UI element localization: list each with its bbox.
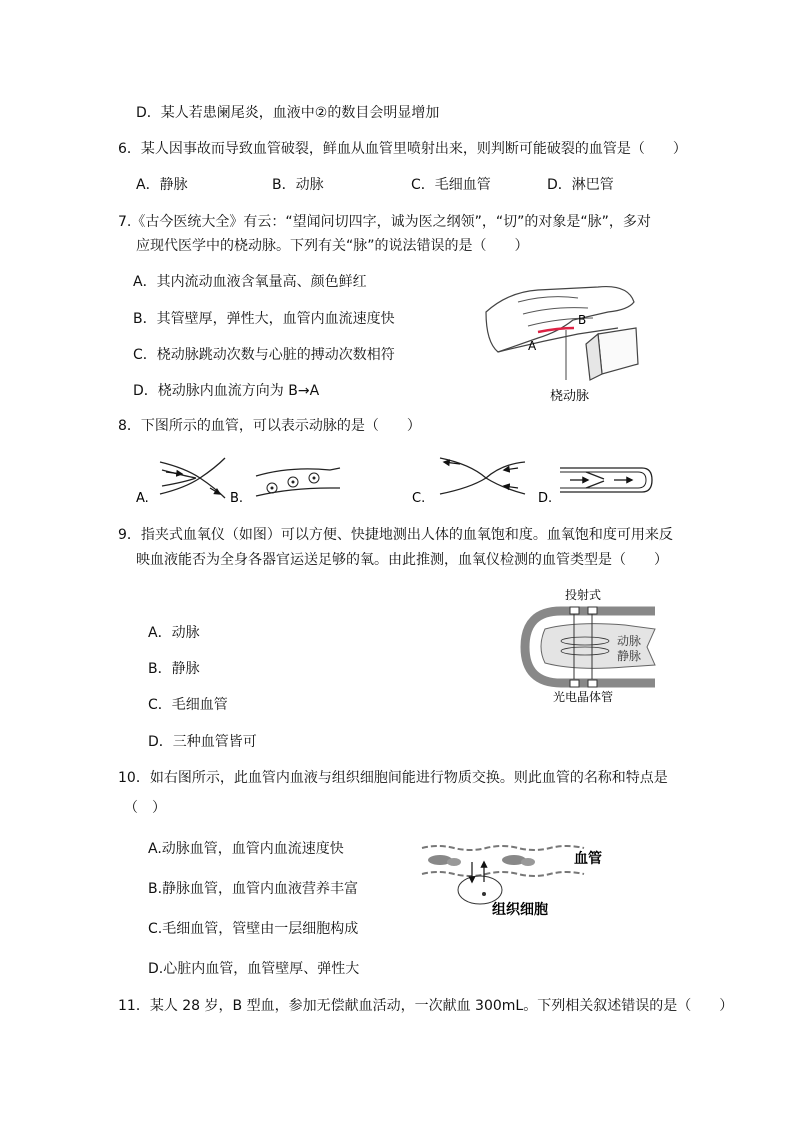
q10-option-d: D.心脏内血管，血管壁厚、弹性大 <box>148 961 360 977</box>
q8-label-c: C. <box>412 491 426 506</box>
q6-option-d: D．淋巴管 <box>547 177 614 193</box>
q7-option-a: A．其内流动血液含氧量高、颜色鲜红 <box>133 274 367 290</box>
q10-option-a: A.动脉血管，血管内血流速度快 <box>148 841 344 857</box>
red-blood-cell-2 <box>447 858 461 866</box>
emitter-2 <box>588 607 597 614</box>
q7-fig-label-b: B <box>578 313 587 327</box>
q8-stem: 8．下图所示的血管，可以表示动脉的是（ ） <box>118 418 421 434</box>
q10-option-c: C.毛细血管，管壁由一层细胞构成 <box>148 921 359 937</box>
tissue-cell-nucleus <box>482 892 486 896</box>
q9-fig-bottom-label: 光电晶体管 <box>553 690 614 704</box>
q6-option-a: A．静脉 <box>136 177 188 193</box>
q10-option-b: B.静脉血管，血管内血液营养丰富 <box>148 881 359 897</box>
red-blood-cell-4 <box>521 858 535 866</box>
q7-stem-line1: 7.《古今医统大全》有云：“望闻问切四字，诚为医之纲领”，“切”的对象是“脉”，多对 <box>118 214 651 230</box>
q7-wrist-figure <box>478 272 648 412</box>
q10-fig-cell-label: 组织细胞 <box>492 902 548 918</box>
q9-stem-line1: 9．指夹式血氧仪（如图）可以方便、快捷地测出人体的血氧饱和度。血氧饱和度可用来反 <box>118 527 673 543</box>
q9-option-d: D．三种血管皆可 <box>148 734 257 750</box>
q9-option-b: B．静脉 <box>148 661 200 677</box>
capillary-wall-bottom <box>422 872 584 876</box>
q6-stem: 6．某人因事故而导致血管破裂，鲜血从血管里喷射出来，则判断可能破裂的血管是（ ） <box>118 141 687 157</box>
q9-fig-artery-label: 动脉 <box>617 634 642 648</box>
q8-vessels-figure <box>130 448 670 508</box>
q10-fig-vessel-label: 血管 <box>574 851 602 867</box>
q8-vessel-a <box>160 458 225 498</box>
sensor-1 <box>570 680 579 687</box>
q9-stem-line2: 映血液能否为全身各器官运送足够的氧。由此推测，血氧仪检测的血管类型是（ ） <box>136 552 668 568</box>
q6-option-b: B．动脉 <box>272 177 324 193</box>
capillary-wall-top <box>422 846 584 850</box>
q11-stem: 11．某人 28 岁，B 型血，参加无偿献血活动，一次献血 300mL。下列相关叙述错误的是（ ） <box>118 998 734 1014</box>
q7-fig-caption: 桡动脉 <box>550 389 590 404</box>
q9-fig-vein-label: 静脉 <box>617 649 642 663</box>
q8-vessel-d <box>560 468 652 492</box>
q10-stem-line2: （ ） <box>124 800 166 816</box>
emitter-1 <box>570 607 579 614</box>
wrist-pillow <box>598 328 638 374</box>
q10-stem-line1: 10．如右图所示，此血管内血液与组织细胞间能进行物质交换。则此血管的名称和特点是 <box>118 770 668 786</box>
q9-fig-top-label: 投射式 <box>565 588 602 602</box>
q5-option-d: D．某人若患阑尾炎，血液中②的数目会明显增加 <box>136 105 440 121</box>
sensor-2 <box>588 680 597 687</box>
q7-stem-line2: 应现代医学中的桡动脉。下列有关“脉”的说法错误的是（ ） <box>136 238 529 254</box>
q8-label-b: B. <box>230 491 244 506</box>
q8-label-a: A. <box>136 491 149 506</box>
q8-vessel-b <box>256 468 340 496</box>
q7-option-c: C．桡动脉跳动次数与心脏的搏动次数相符 <box>133 347 395 363</box>
q9-oximeter-figure <box>515 585 665 705</box>
q10-capillary-figure <box>418 838 618 920</box>
q9-option-c: C．毛细血管 <box>148 697 228 713</box>
tissue-cell <box>458 876 502 904</box>
q9-option-a: A．动脉 <box>148 625 200 641</box>
q7-option-d: D．桡动脉内血流方向为 B→A <box>133 383 320 399</box>
q6-option-c: C．毛细血管 <box>411 177 491 193</box>
q7-option-b: B．其管壁厚，弹性大，血管内血流速度快 <box>133 311 395 327</box>
q8-label-d: D. <box>538 491 553 506</box>
q8-vessel-c <box>440 458 525 494</box>
q7-fig-label-a: A <box>528 339 537 353</box>
